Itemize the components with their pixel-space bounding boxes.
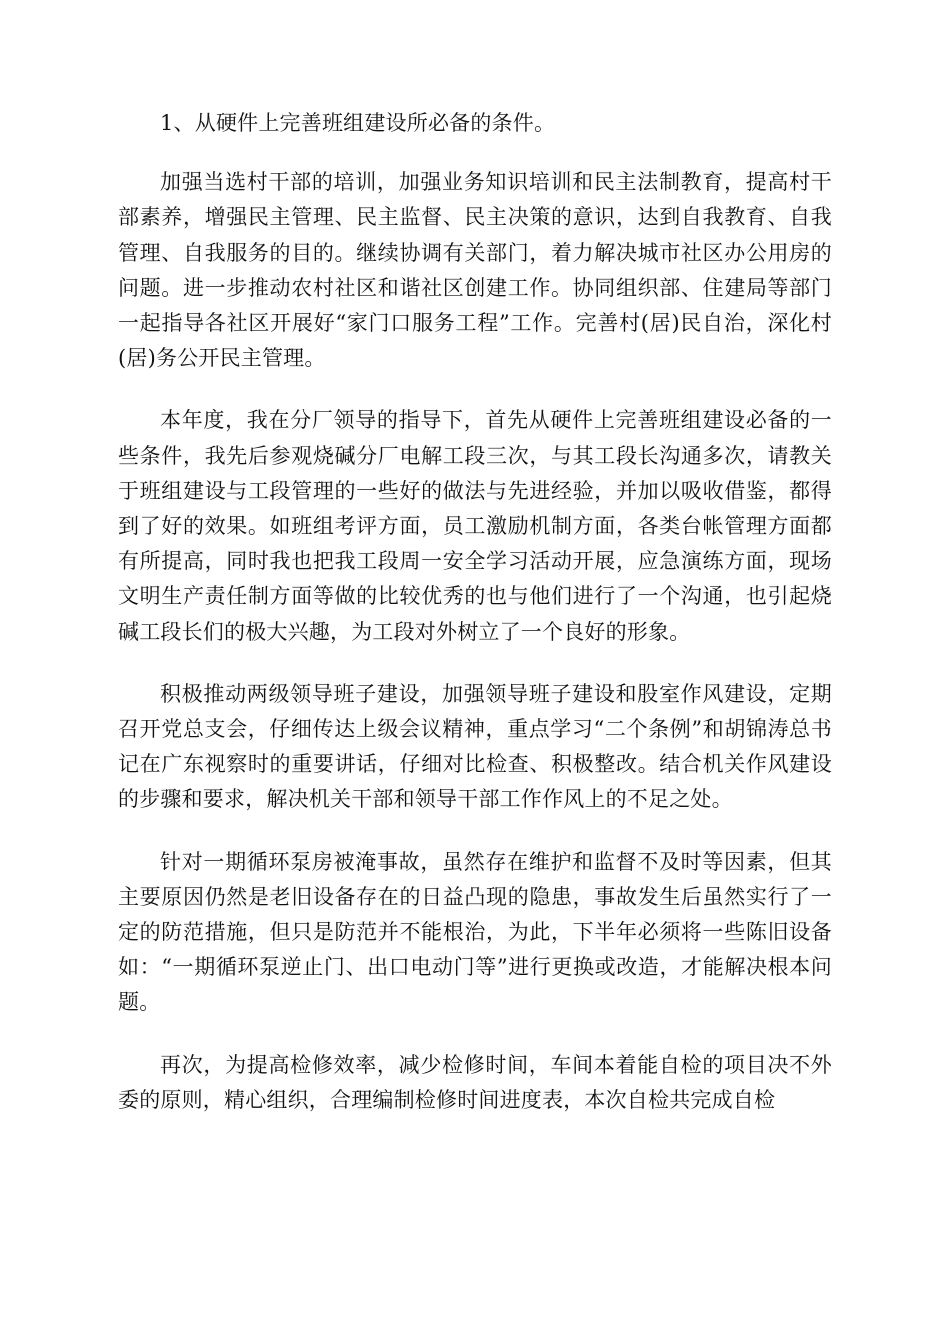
section-heading: 1、从硬件上完善班组建设所必备的条件。 [160, 111, 556, 135]
paragraph-team-building: 本年度，我在分厂领导的指导下，首先从硬件上完善班组建设必备的一些条件，我先后参观烧碱分厂电解工段三次，与其工段长沟通多次，请教关于班组建设与工段管理的一些好的做法与先进经验，并加以吸收借鉴，都得到了好的效果。如班组考评方面，员工激励机制方面，各类台帐管理方面都有所提高，同时我也把我工段周一安全学习活动开展，应急演练方面，现场文明生产责任制方面等做的比较优秀的也与他们进行了一个沟通，也引起烧碱工段长们的极大兴趣，为工段对外树立了一个良好的形象。 [118, 408, 832, 644]
paragraph-leadership-building: 积极推动两级领导班子建设，加强领导班子建设和股室作风建设，定期召开党总支会，仔细传达上级会议精神，重点学习“二个条例”和胡锦涛总书记在广东视察时的重要讲话，仔细对比检查、积极整改。结合机关作风建设的步骤和要求，解决机关干部和领导干部工作作风上的不足之处。 [118, 681, 832, 812]
paragraph-maintenance-efficiency: 再次，为提高检修效率，减少检修时间，车间本着能自检的项目决不外委的原则，精心组织，合理编制检修时间进度表，本次自检共完成自检 [118, 1052, 832, 1112]
paragraph-village-cadre-training: 加强当选村干部的培训，加强业务知识培训和民主法制教育，提高村干部素养，增强民主管理、民主监督、民主决策的意识，达到自我教育、自我管理、自我服务的目的。继续协调有关部门，着力解决城市社区办公用房的问题。进一步推动农村社区和谐社区创建工作。协同组织部、住建局等部门一起指导各社区开展好“家门口服务工程”工作。完善村(居)民自治，深化村(居)务公开民主管理。 [118, 170, 832, 371]
paragraph-pump-room-accident: 针对一期循环泵房被淹事故，虽然存在维护和监督不及时等因素，但其主要原因仍然是老旧设备存在的日益凸现的隐患，事故发生后虽然实行了一定的防范措施，但只是防范并不能根治，为此，下半年必须将一些陈旧设备如：“一期循环泵逆止门、出口电动门等”进行更换或改造，才能解决根本问题。 [118, 849, 832, 1015]
